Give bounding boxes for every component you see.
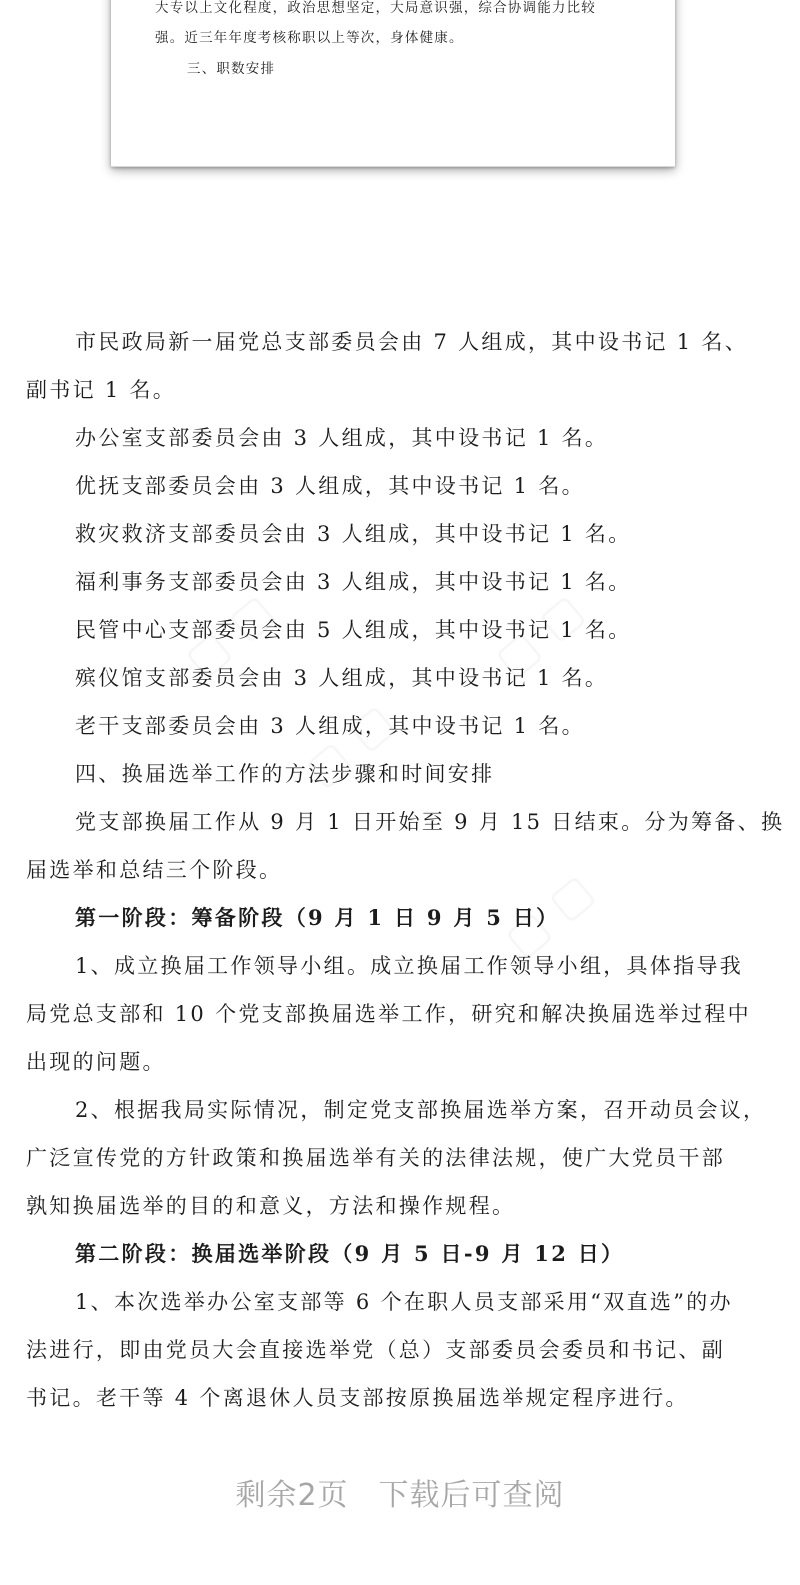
paragraph-line: 市民政局新一届党总支部委员会由 7 人组成，其中设书记 1 名、 [75,330,749,354]
paragraph-line: 广泛宣传党的方针政策和换届选举有关的法律法规，使广大党员干部 [26,1146,725,1170]
paragraph-line: 孰知换届选举的目的和意义，方法和操作规程。 [26,1194,516,1218]
paragraph-line: 民管中心支部委员会由 5 人组成，其中设书记 1 名。 [75,618,632,642]
paragraph-line: 老干支部委员会由 3 人组成，其中设书记 1 名。 [75,714,585,738]
stage-heading: 第一阶段：筹备阶段（9 月 1 日 9 月 5 日） [75,905,560,930]
preview-line-2: 强。近三年年度考核称职以上等次，身体健康。 [155,30,464,46]
paragraph-line: 福利事务支部委员会由 3 人组成，其中设书记 1 名。 [75,570,632,594]
watermark: ▢ ▢ [175,584,284,687]
preview-page-card [111,0,675,167]
paragraph-line: 副书记 1 名。 [26,378,177,402]
paragraph-line: 殡仪馆支部委员会由 3 人组成，其中设书记 1 名。 [75,666,609,690]
paragraph-line: 局党总支部和 10 个党支部换届选举工作，研究和解决换届选举过程中 [26,1002,751,1026]
watermark: ▢ ▢ [485,584,594,687]
paragraph-line: 书记。老干等 4 个离退休人员支部按原换届选举规定程序进行。 [26,1386,689,1410]
paragraph-line: 1、本次选举办公室支部等 6 个在职人员支部采用“双直选”的办 [75,1290,733,1314]
remaining-pages-text: 剩余2页 [235,1478,349,1513]
paragraph-line: 办公室支部委员会由 3 人组成，其中设书记 1 名。 [75,426,609,450]
watermark: ▢ ▢ [495,864,604,967]
paragraph-line: 救灾救济支部委员会由 3 人组成，其中设书记 1 名。 [75,522,632,546]
paragraph-line: 2、根据我局实际情况，制定党支部换届选举方案，召开动员会议， [75,1098,767,1122]
preview-line-1: 大专以上文化程度，政治思想坚定，大局意识强，综合协调能力比较 [155,0,596,16]
download-to-view-text: 下载后可查阅 [378,1478,565,1513]
paragraph-line: 1、成立换届工作领导小组。成立换届工作领导小组，具体指导我 [75,954,744,978]
section-heading: 四、换届选举工作的方法步骤和时间安排 [75,762,495,786]
paragraph-line: 党支部换届工作从 9 月 1 日开始至 9 月 15 日结束。分为筹备、换 [75,810,785,834]
preview-line-3: 三、职数安排 [187,61,276,77]
watermark: ▢ ▢ [295,694,404,797]
remaining-pages-notice[interactable] [0,1470,800,1514]
paragraph-line: 优抚支部委员会由 3 人组成，其中设书记 1 名。 [75,474,585,498]
paragraph-line: 出现的问题。 [26,1050,166,1074]
paragraph-line: 届选举和总结三个阶段。 [26,858,283,882]
paragraph-line: 法进行，即由党员大会直接选举党（总）支部委员会委员和书记、副 [26,1338,725,1362]
stage-heading: 第二阶段：换届选举阶段（9 月 5 日-9 月 12 日） [75,1241,625,1266]
